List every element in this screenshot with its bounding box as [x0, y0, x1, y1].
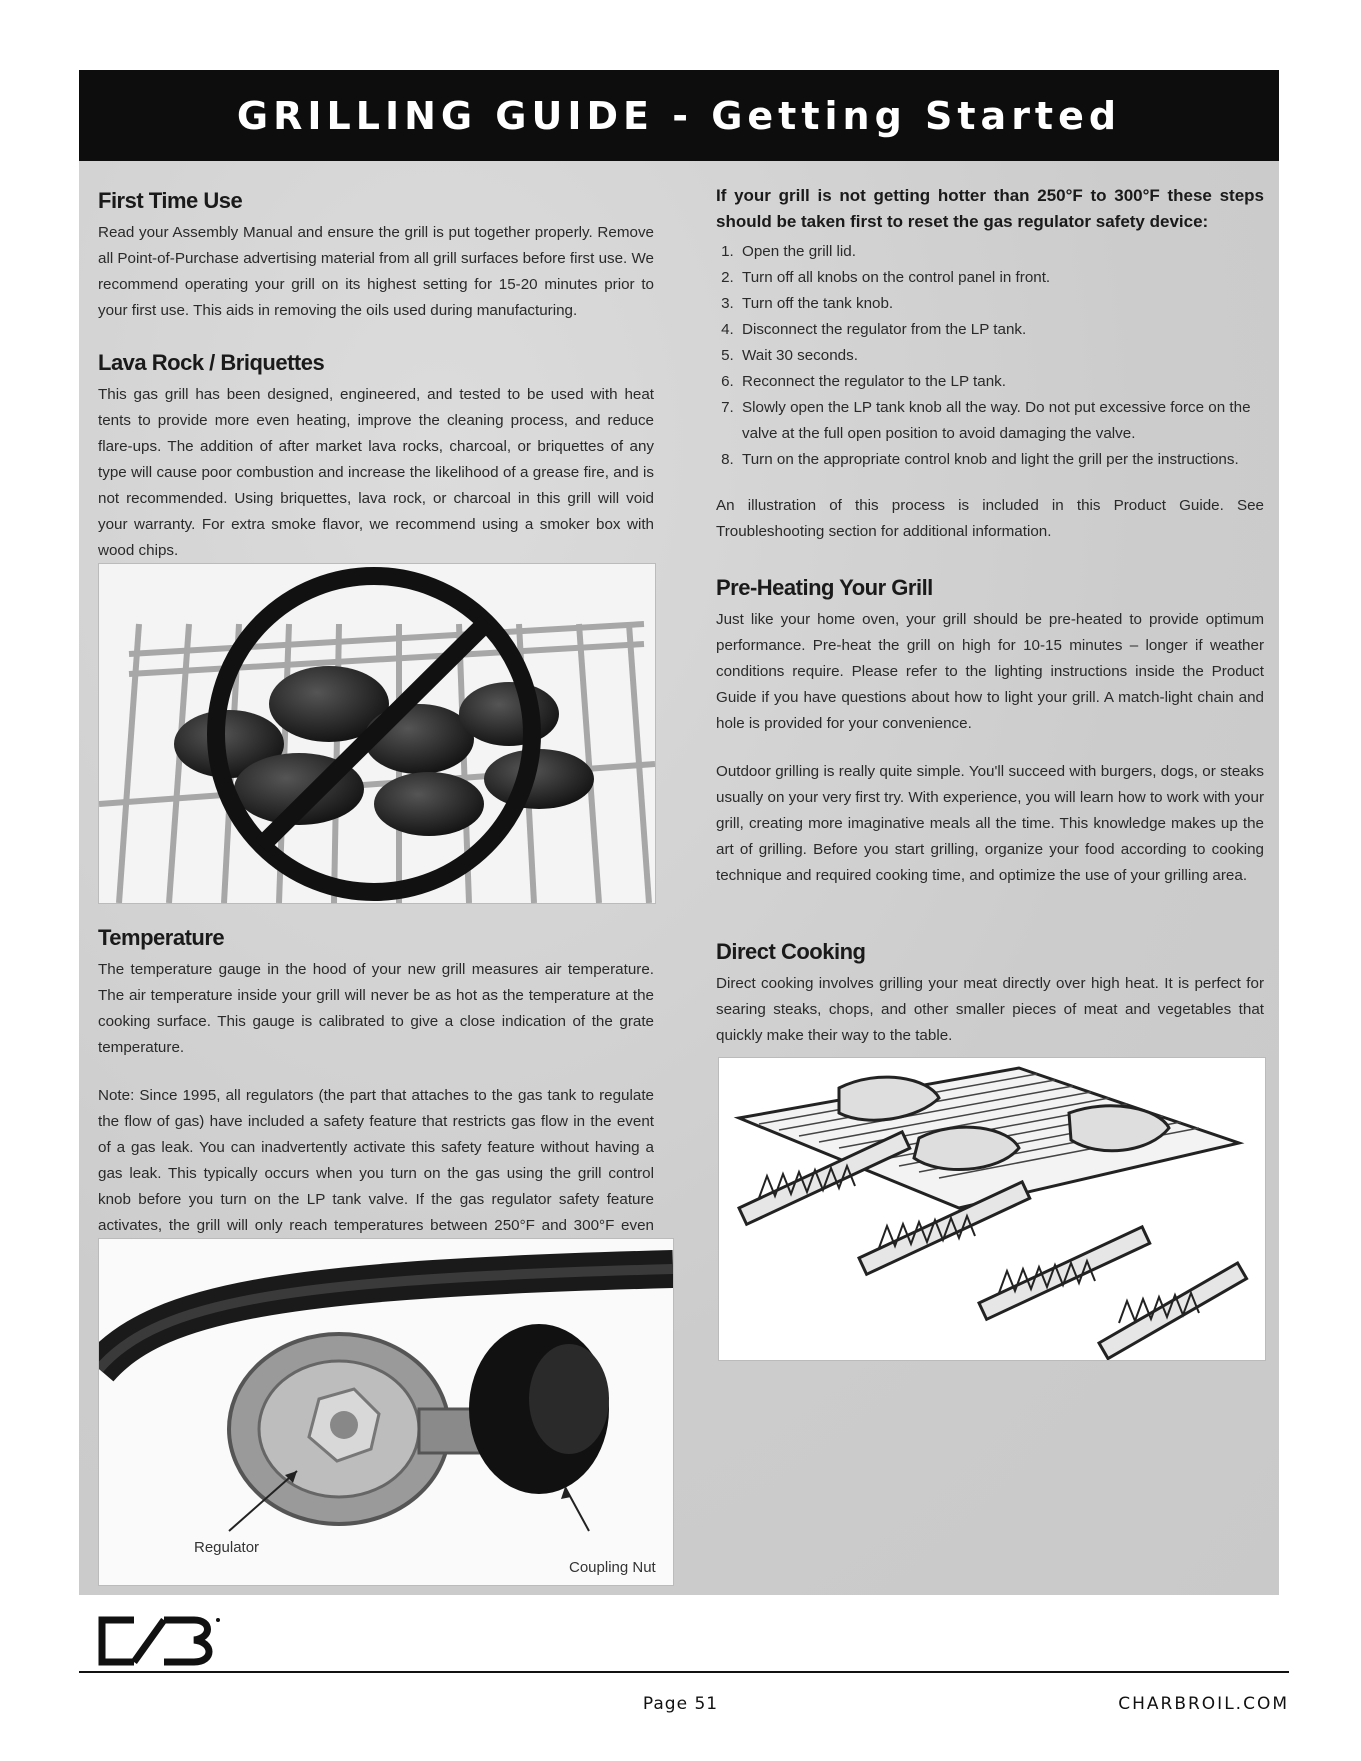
reset-steps-after: An illustration of this process is included in this Product Guide. See Troubleshooting section for additional information. — [716, 497, 1264, 540]
temperature-note: Note: Since 1995, all regulators (the part that attaches to the gas tank to regulate the flow of gas) have included a safety feature that restricts gas flow in the event of a gas leak. You can inadvertently activate this safety feature without having a gas leak. This typically occurs when you turn on the gas using the grill control knob before you turn on the LP tank valve. If the gas regulator safety feature activates, the grill will only reach temperatures between 250°F and 300°F even — [98, 1087, 654, 1234]
coupling-nut-label: Coupling Nut — [569, 1559, 656, 1576]
lava-rock-image — [98, 563, 656, 904]
reset-step: 5. Wait 30 seconds. — [738, 343, 1264, 369]
first-time-use-heading: First Time Use — [98, 188, 243, 213]
temperature-heading: Temperature — [98, 925, 225, 950]
cb-logo-icon — [94, 1614, 224, 1670]
regulator-label: Regulator — [194, 1539, 260, 1556]
charbroil-logo — [94, 1614, 224, 1675]
header-title: GRILLING GUIDE - Getting Started — [236, 93, 1122, 138]
preheating-heading: Pre-Heating Your Grill — [716, 575, 933, 600]
direct-cooking-heading: Direct Cooking — [716, 939, 866, 964]
direct-cooking-illustration — [719, 1058, 1265, 1360]
page-number: Page 51 — [642, 1694, 719, 1714]
page-header — [79, 70, 1279, 161]
right-column — [716, 183, 1264, 1049]
first-time-use-body: Read your Assembly Manual and ensure the grill is put together properly. Remove all Point-of-Purchase advertising material from all grill surfaces before first use. We recommend operating your grill on its highest setting for 15-20 minutes prior to your first use. This aids in removing the oils used during manufacturing. — [98, 224, 654, 319]
lava-rock-body: This gas grill has been designed, engineered, and tested to be used with heat tents to provide more even heating, improve the cleaning process, and reduce flare-ups. The addition of after market lava rocks, charcoal, or briquettes of any type will cause poor combustion and increase the likelihood of a grease fire, and is not recommended. Using briquettes, lava rock, or charcoal in this grill will void your warranty. For extra smoke flavor, we recommend using a smoker box with wood chips. — [98, 386, 654, 559]
reset-step: 8. Turn on the appropriate control knob and light the grill per the instructions. — [738, 447, 1264, 473]
temperature-body: The temperature gauge in the hood of your new grill measures air temperature. The air temperature inside your grill will never be as hot as the temperature at the cooking surface. This gauge is calibrated to give a close indication of the grate temperature. — [98, 961, 654, 1056]
preheating-body2: Outdoor grilling is really quite simple. You'll succeed with burgers, dogs, or steaks usually on your very first try. With experience, you will learn how to work with your grill, creating more imaginative meals all the time. This knowledge makes up the art of grilling. Before you start grilling, organize your food according to cooking technique and required cooking time, and optimize the use of your grilling area. — [716, 763, 1264, 884]
reset-step: 3. Turn off the tank knob. — [738, 291, 1264, 317]
reset-steps-intro: If your grill is not getting hotter than 250°F to 300°F these steps should be taken first to reset the gas regulator safety device: — [716, 186, 1264, 231]
site-url: CHARBROIL.COM — [1118, 1694, 1289, 1714]
regulator-illustration — [99, 1239, 673, 1585]
lava-rock-illustration — [99, 564, 655, 903]
reset-step: 6. Reconnect the regulator to the LP tank. — [738, 369, 1264, 395]
preheating-body: Just like your home oven, your grill should be pre-heated to provide optimum performance. Pre-heat the grill on high for 10-15 minutes – longer if weather conditions require. Please refer to the lighting instructions inside the Product Guide if you have questions about how to light your grill. A match-light chain and hole is provided for your convenience. — [716, 611, 1264, 732]
reset-step: 7. Slowly open the LP tank knob all the way. Do not put excessive force on the valve at the full open position to avoid damaging the valve. — [738, 395, 1264, 447]
direct-cooking-image — [718, 1057, 1266, 1361]
reset-step: 2. Turn off all knobs on the control panel in front. — [738, 265, 1264, 291]
reset-step: 1. Open the grill lid. — [738, 239, 1264, 265]
direct-cooking-body: Direct cooking involves grilling your meat directly over high heat. It is perfect for searing steaks, chops, and other smaller pieces of meat and vegetables that quickly make their way to the table. — [716, 975, 1264, 1044]
regulator-image — [98, 1238, 674, 1586]
temperature-section — [98, 925, 654, 1265]
lava-rock-heading: Lava Rock / Briquettes — [98, 350, 325, 375]
reset-steps-list — [716, 239, 1264, 473]
reset-step: 4. Disconnect the regulator from the LP tank. — [738, 317, 1264, 343]
left-column — [98, 188, 654, 564]
footer-rule — [79, 1671, 1289, 1673]
